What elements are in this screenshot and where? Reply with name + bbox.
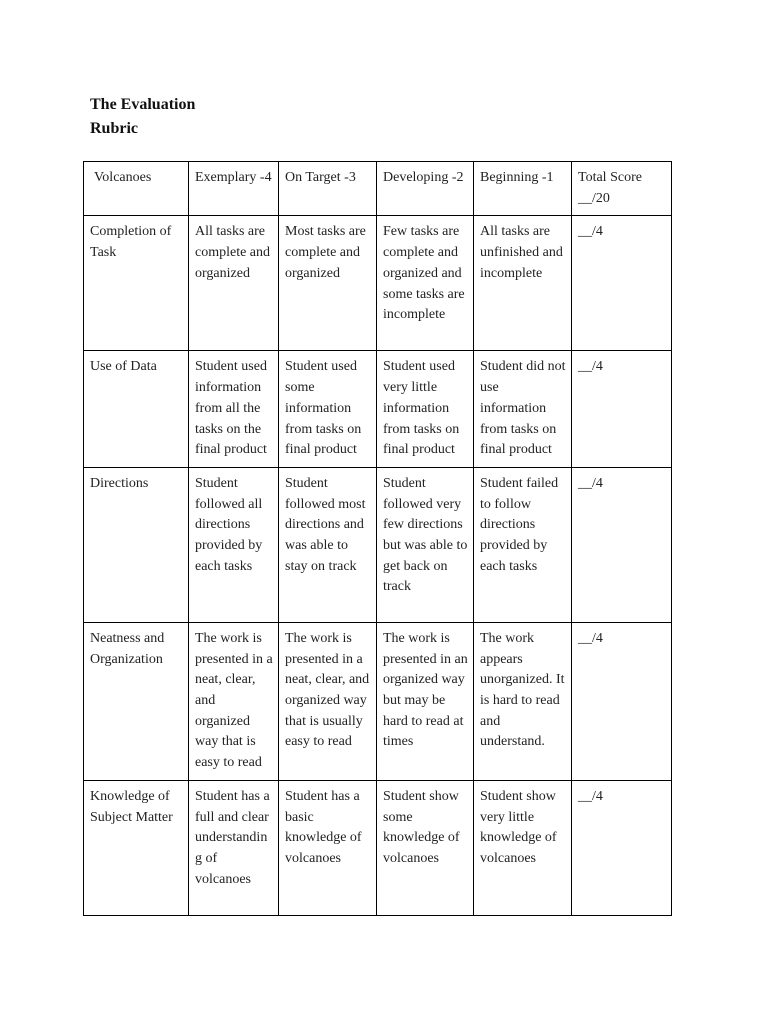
score-cell: __/4 [572, 351, 672, 468]
on-target-cell: Student followed most directions and was able to stay on track [279, 467, 377, 622]
criterion-cell: Directions [84, 467, 189, 622]
header-cell-total-score: Total Score __/20 [572, 162, 672, 216]
exemplary-cell: The work is presented in a neat, clear, and organized way that is easy to read [189, 622, 279, 780]
table-row [84, 780, 672, 915]
exemplary-cell: Student followed all directions provided by each tasks [189, 467, 279, 622]
table-row [84, 216, 672, 351]
document-title-line-2: Rubric [90, 120, 138, 137]
rubric-table [83, 161, 672, 916]
table-row [84, 467, 672, 622]
header-cell-developing: Developing -2 [377, 162, 474, 216]
score-cell: __/4 [572, 780, 672, 915]
on-target-cell: Student used some information from tasks on final product [279, 351, 377, 468]
beginning-cell: All tasks are unfinished and incomplete [474, 216, 572, 351]
exemplary-cell: All tasks are complete and organized [189, 216, 279, 351]
on-target-cell: The work is presented in a neat, clear, and organized way that is usually easy to read [279, 622, 377, 780]
header-cell-on-target: On Target -3 [279, 162, 377, 216]
score-cell: __/4 [572, 216, 672, 351]
document-title-line-1: The Evaluation [90, 96, 196, 113]
on-target-cell: Student has a basic knowledge of volcanoes [279, 780, 377, 915]
developing-cell: Student followed very few directions but was able to get back on track [377, 467, 474, 622]
developing-cell: Student show some knowledge of volcanoes [377, 780, 474, 915]
on-target-cell: Most tasks are complete and organized [279, 216, 377, 351]
document-title [90, 93, 290, 141]
table-header-row [84, 162, 672, 216]
developing-cell: The work is presented in an organized way but may be hard to read at times [377, 622, 474, 780]
table-row [84, 622, 672, 780]
criterion-cell: Knowledge of Subject Matter [84, 780, 189, 915]
header-cell-beginning: Beginning -1 [474, 162, 572, 216]
exemplary-cell: Student used information from all the tasks on the final product [189, 351, 279, 468]
table-row [84, 351, 672, 468]
beginning-cell: Student show very little knowledge of volcanoes [474, 780, 572, 915]
score-cell: __/4 [572, 467, 672, 622]
beginning-cell: Student did not use information from tasks on final product [474, 351, 572, 468]
developing-cell: Few tasks are complete and organized and some tasks are incomplete [377, 216, 474, 351]
header-cell-topic: Volcanoes [84, 162, 189, 216]
score-cell: __/4 [572, 622, 672, 780]
beginning-cell: The work appears unorganized. It is hard to read and understand. [474, 622, 572, 780]
exemplary-cell: Student has a full and clear understanding of volcanoes [189, 780, 279, 915]
developing-cell: Student used very little information from tasks on final product [377, 351, 474, 468]
criterion-cell: Neatness and Organization [84, 622, 189, 780]
header-cell-exemplary: Exemplary -4 [189, 162, 279, 216]
criterion-cell: Use of Data [84, 351, 189, 468]
criterion-cell: Completion of Task [84, 216, 189, 351]
beginning-cell: Student failed to follow directions provided by each tasks [474, 467, 572, 622]
